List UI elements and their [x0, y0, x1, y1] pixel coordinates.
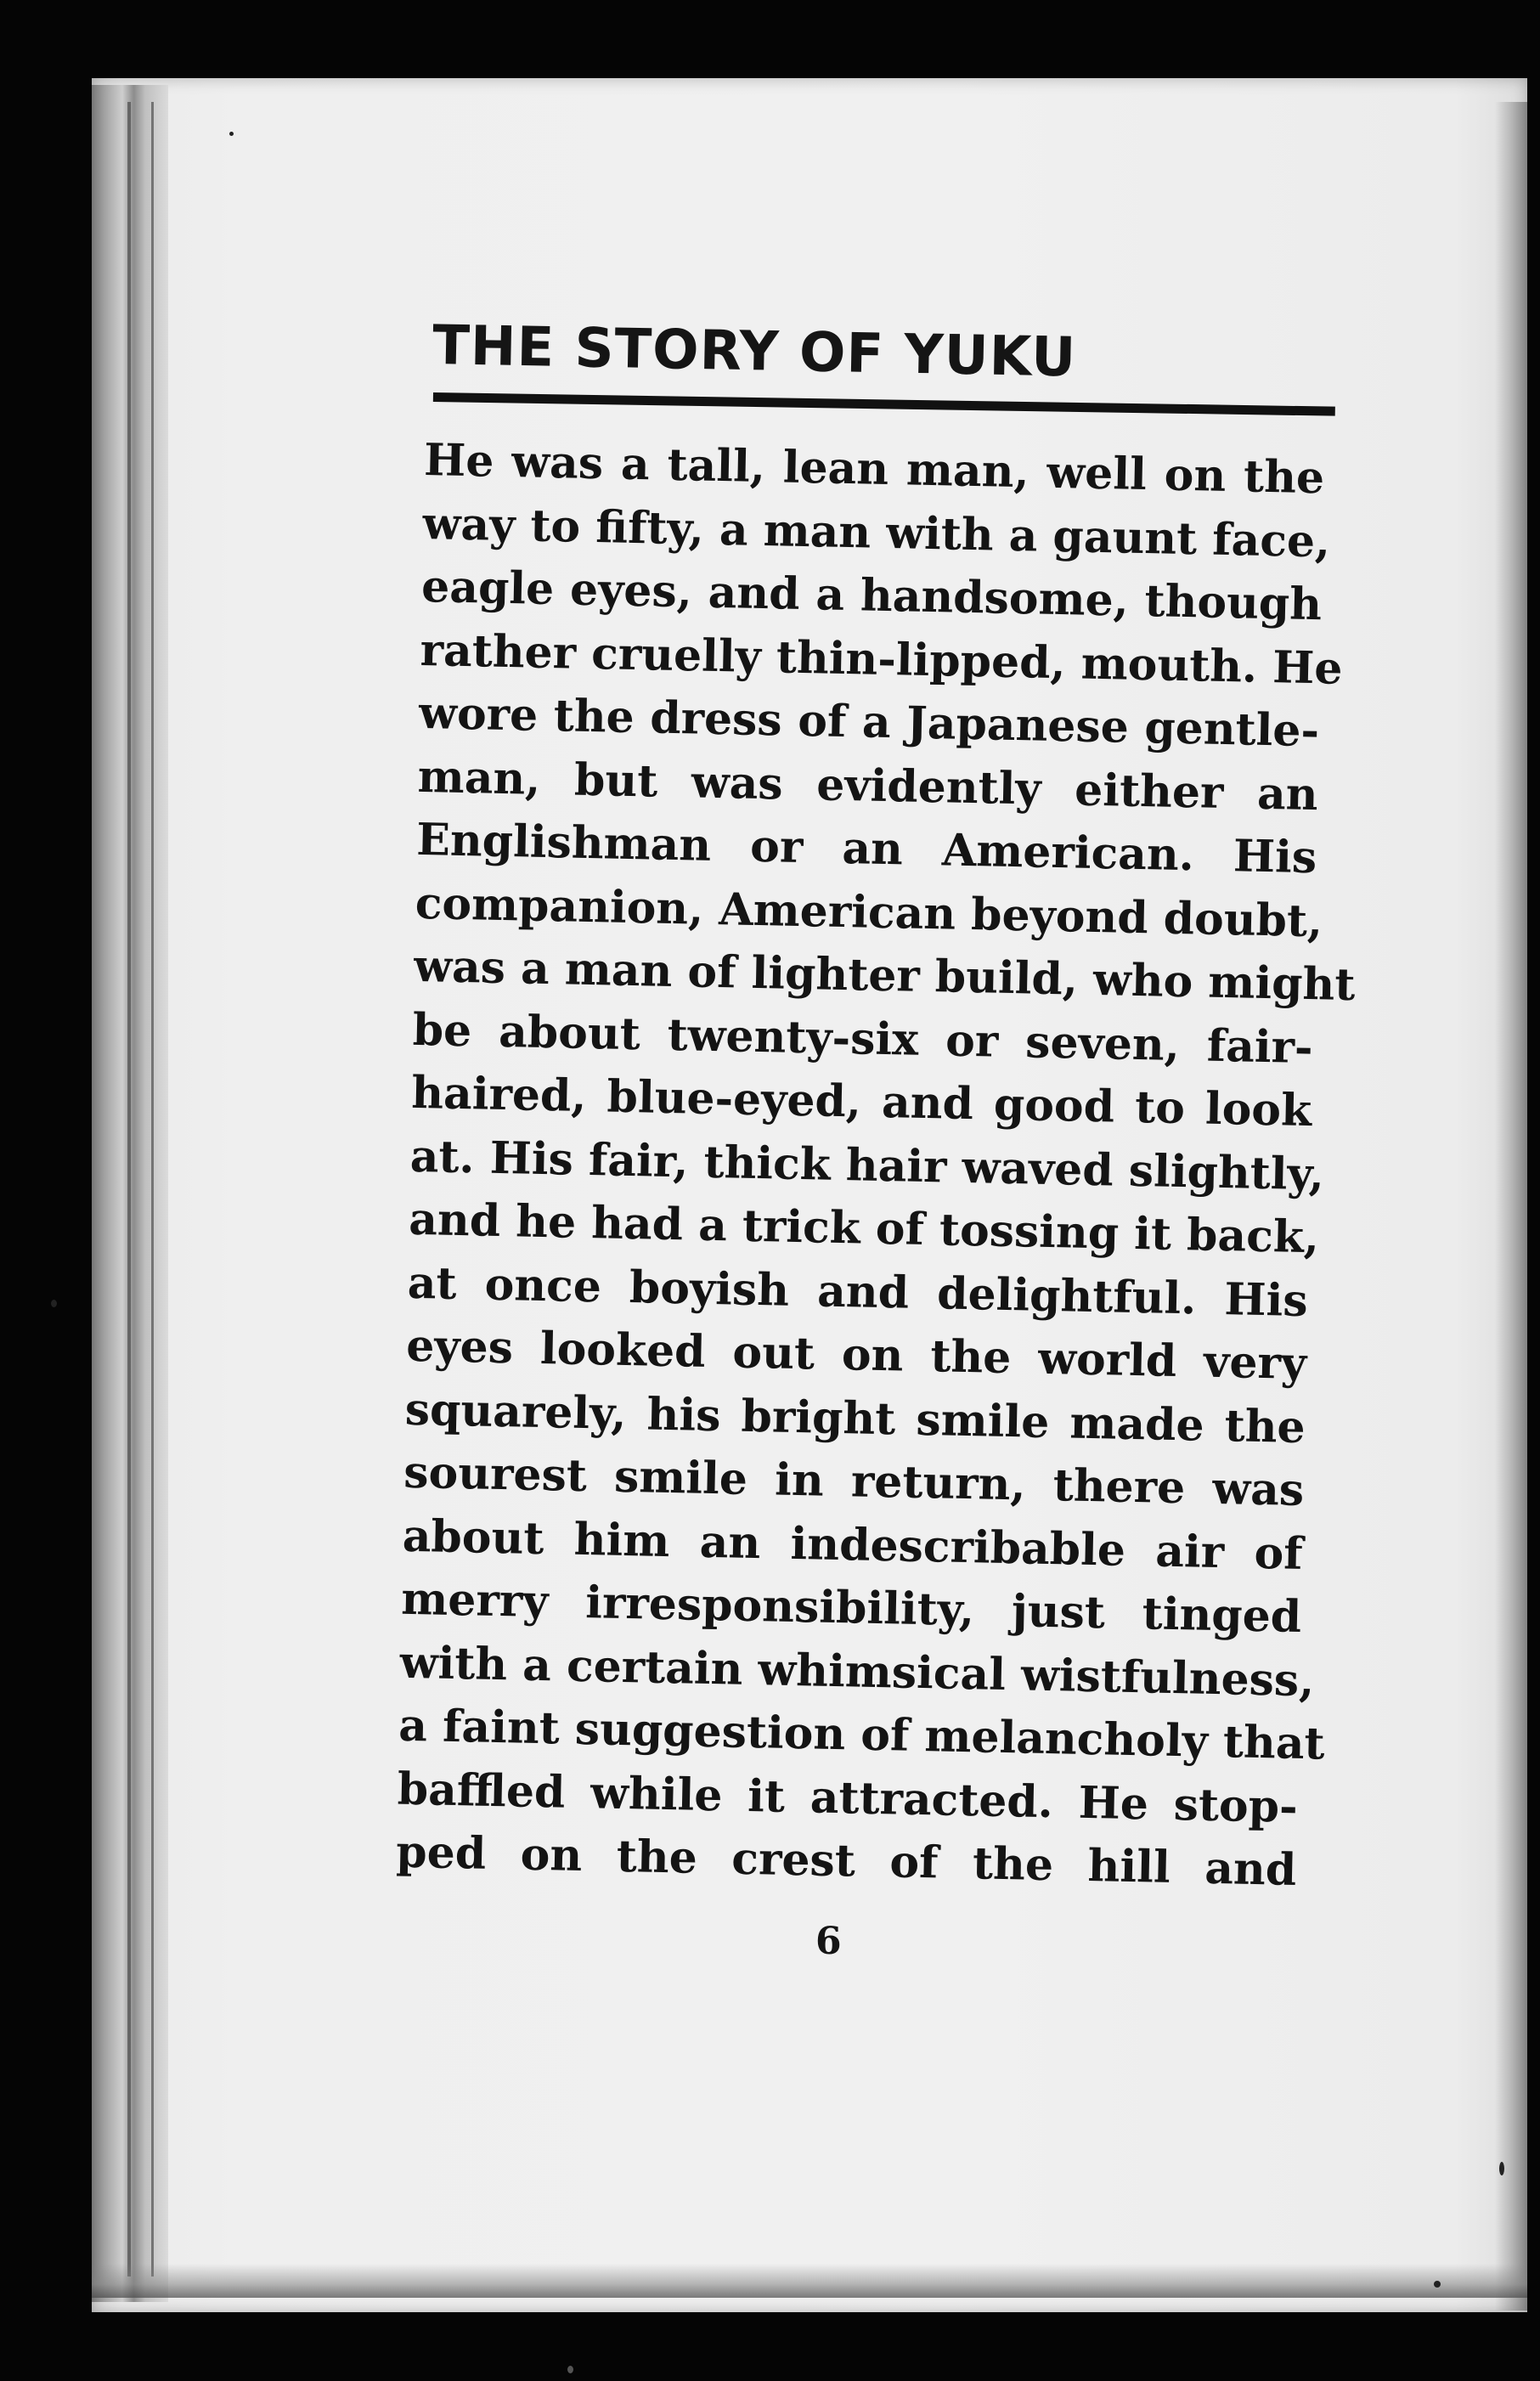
scan-speck	[567, 2366, 573, 2373]
text-line: and he had a trick of tossing it back,	[408, 1193, 1320, 1264]
text-line: was a man of lighter build, who might	[413, 939, 1356, 1012]
text-line: merry irresponsibility, just tinged	[400, 1572, 1302, 1643]
page-bottom-edge	[92, 2264, 1527, 2298]
binding-line	[127, 102, 131, 2277]
text-line: way to fifty, a man with a gaunt face,	[422, 497, 1331, 567]
text-line: He was a tall, lean man, well on the	[423, 433, 1325, 505]
text-line: eagle eyes, and a handsome, though	[420, 560, 1323, 631]
scan-speck	[1499, 2162, 1504, 2175]
text-line: rather cruelly thin-lipped, mouth. He	[420, 623, 1344, 695]
text-line: baffled while it attracted. He stop-	[397, 1763, 1299, 1833]
scan-speck	[229, 132, 234, 136]
running-head: THE STORY OF YUKU	[432, 314, 1077, 390]
text-line: sourest smile in return, there was	[403, 1446, 1305, 1517]
text-line: eyes looked out on the world very	[405, 1319, 1307, 1391]
text-line: man, but was evidently either an	[417, 750, 1319, 821]
text-line: squarely, his bright smile made the	[404, 1383, 1306, 1453]
text-line: with a certain whimsical wistfulness,	[399, 1636, 1315, 1707]
scan-speck	[51, 1300, 57, 1307]
page-right-edge	[1495, 102, 1527, 2310]
body-text	[395, 429, 1356, 1902]
text-line: haired, blue-eyed, and good to look	[410, 1066, 1312, 1137]
text-line: be about twenty-six or seven, fair-	[412, 1003, 1314, 1074]
text-line: wore the dress of a Japanese gentle-	[418, 686, 1320, 758]
binding-line	[151, 102, 154, 2277]
text-line: Englishman or an American. His	[415, 813, 1317, 884]
text-line: at once boyish and delightful. His	[407, 1256, 1309, 1327]
text-line: companion, American beyond doubt,	[415, 877, 1323, 947]
text-line: a faint suggestion of melancholy that	[398, 1699, 1326, 1770]
scan-speck	[1434, 2281, 1441, 2288]
text-line: about him an indescribable air of	[402, 1509, 1304, 1580]
page-number: 6	[815, 1920, 842, 1963]
text-line: ped on the crest of the hill and	[395, 1825, 1297, 1896]
text-line: at. His fair, thick hair waved slightly,	[409, 1130, 1325, 1200]
